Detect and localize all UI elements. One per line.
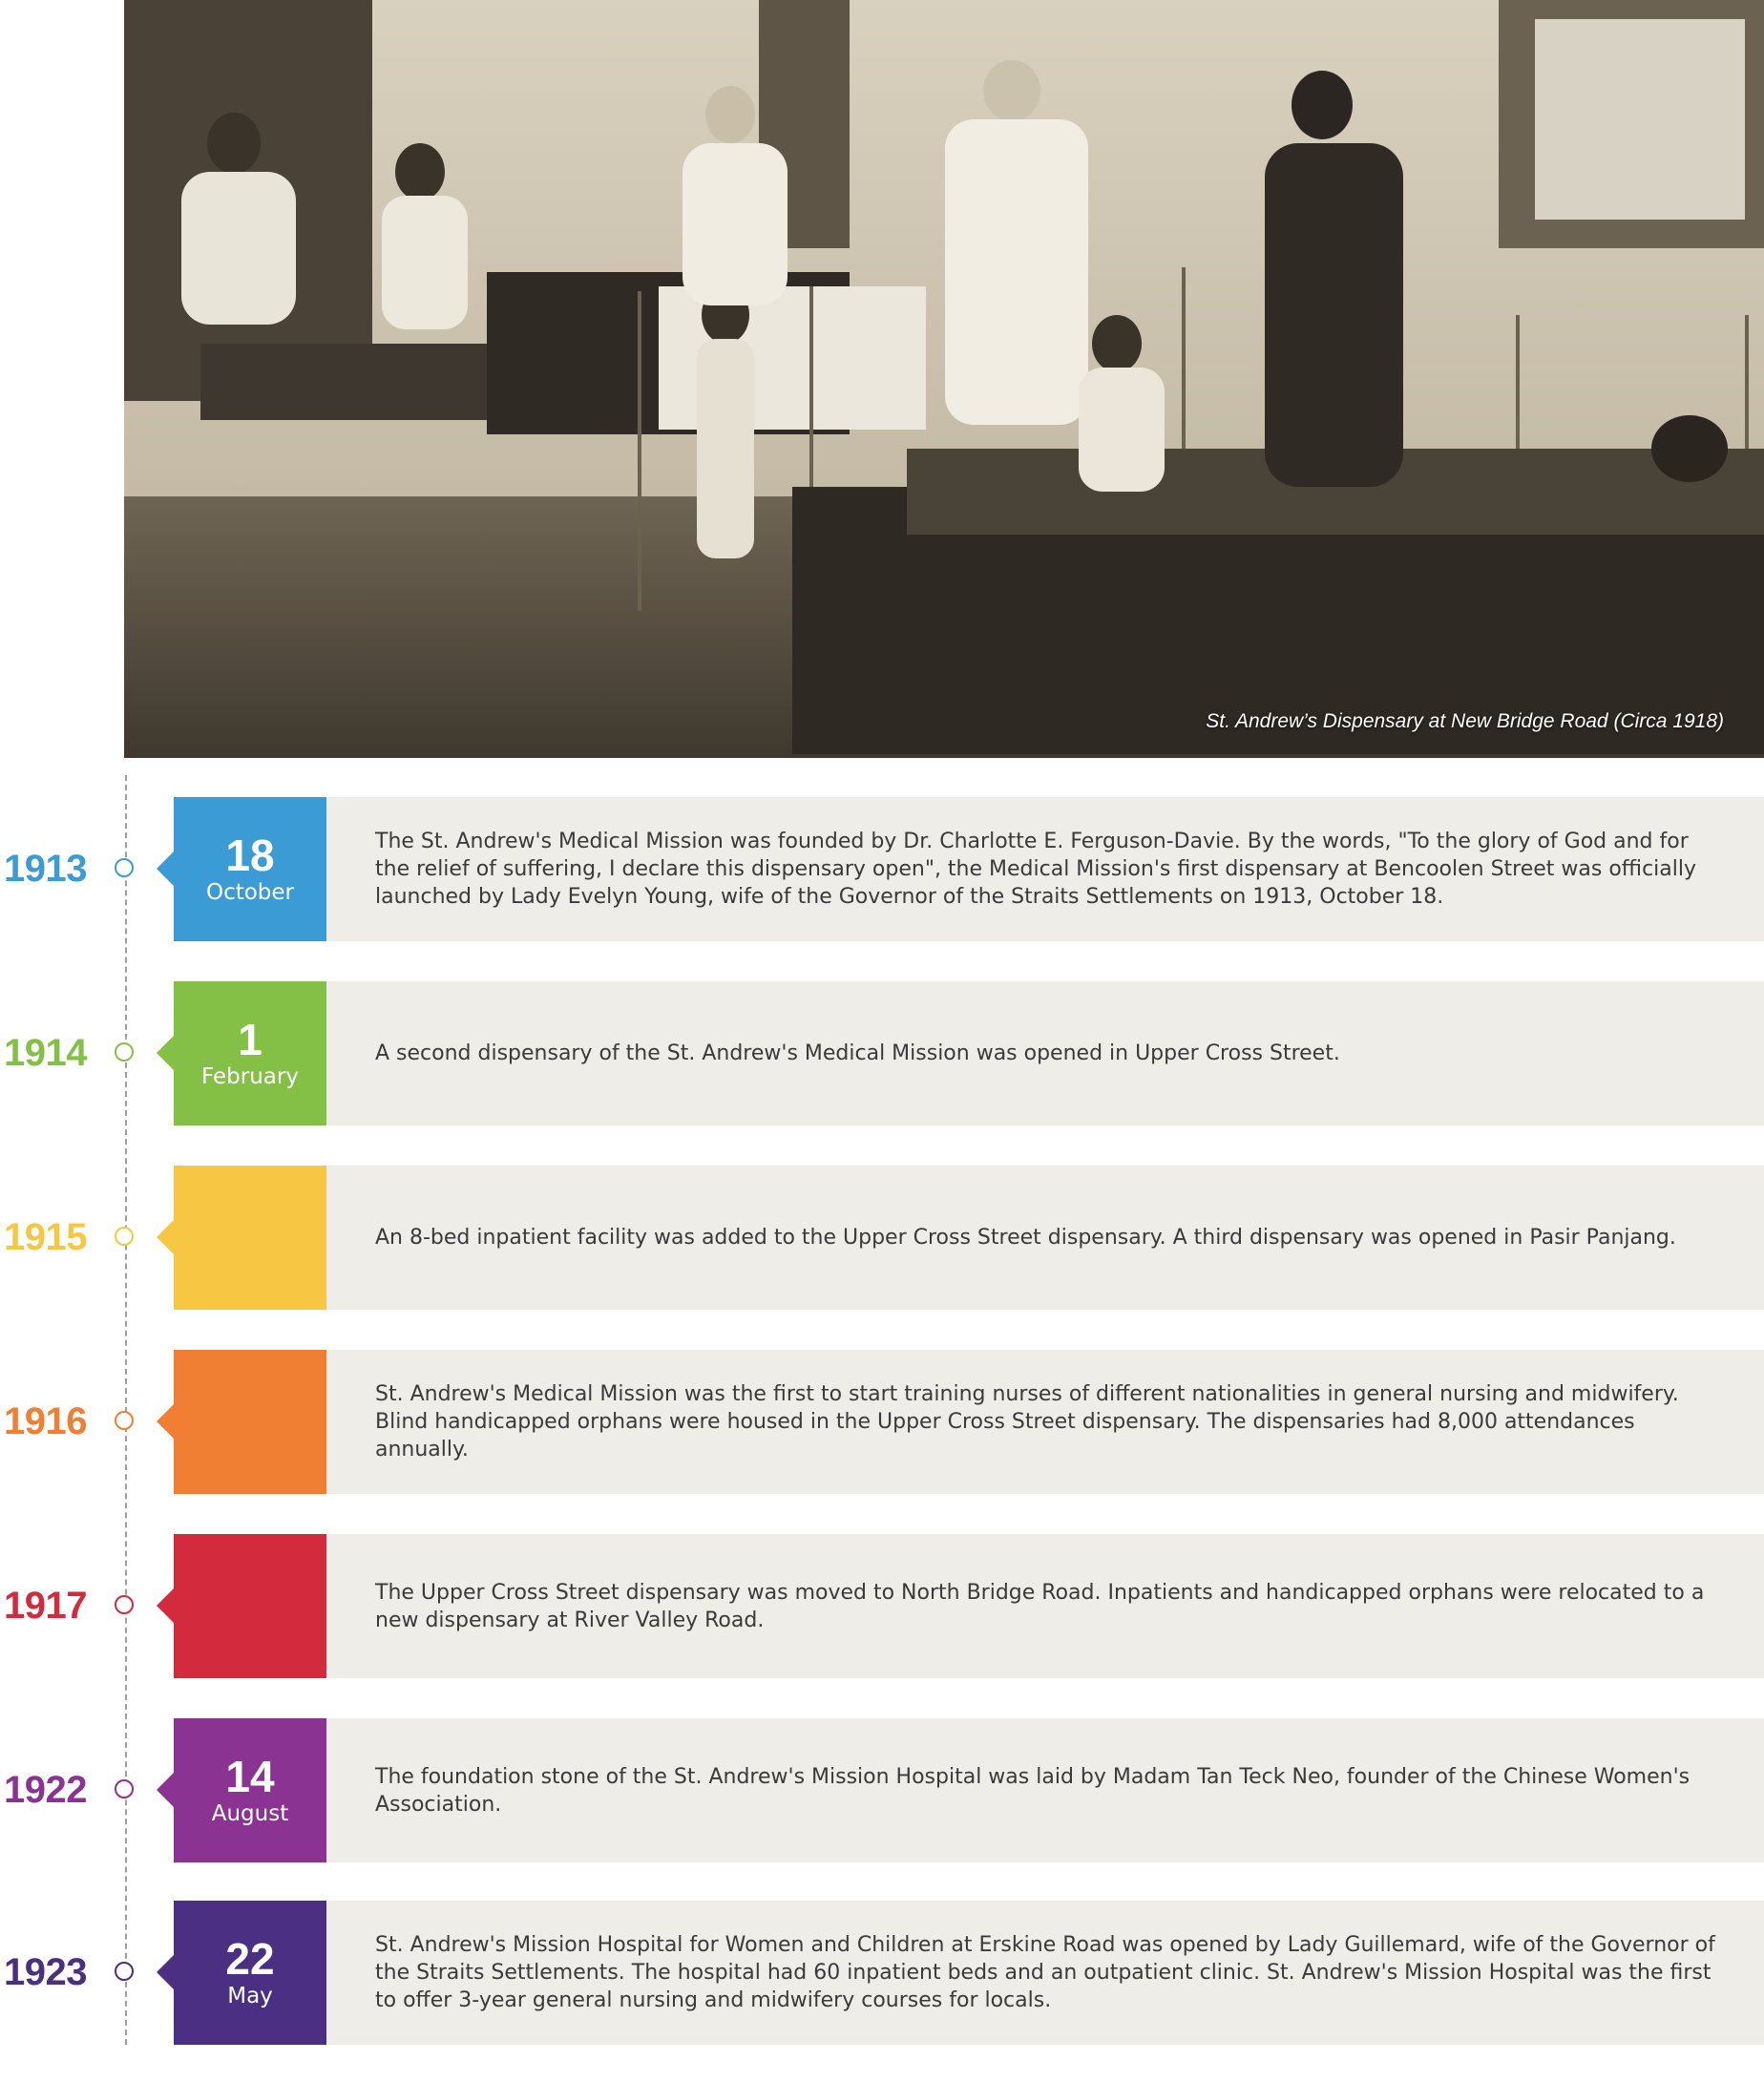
date-day: 22 xyxy=(225,1933,275,1984)
timeline-entry xyxy=(0,1350,1764,1494)
date-box xyxy=(174,797,326,941)
timeline-entry xyxy=(0,1534,1764,1678)
description-box xyxy=(326,1350,1764,1494)
timeline-year: 1913 xyxy=(4,848,87,890)
event-description: A second dispensary of the St. Andrew's Medical Mission was opened in Upper Cross Street. xyxy=(375,1041,1340,1065)
event-description: St. Andrew's Mission Hospital for Women and Children at Erskine Road was opened by Lady Guillemard, wife of the Governor of the Straits Settlements. The hospital had 60 inpatient beds and an outpatient clinic. St. Andrew's Mission Hospital was the first to offer 3-year general nursing and midwifery courses for locals. xyxy=(375,1933,1715,2012)
date-month: May xyxy=(227,1983,273,2008)
timeline-year: 1915 xyxy=(4,1216,87,1258)
timeline-dot xyxy=(115,858,134,877)
timeline-dot xyxy=(115,1779,134,1798)
timeline-dot xyxy=(115,1962,134,1981)
date-day: 1 xyxy=(238,1014,262,1064)
timeline-entry xyxy=(0,1901,1764,2045)
timeline-dot xyxy=(115,1595,134,1614)
timeline-entry xyxy=(0,1166,1764,1310)
photo-caption: St. Andrew’s Dispensary at New Bridge Road (Circa 1918) xyxy=(1206,710,1724,732)
event-description: The Upper Cross Street dispensary was moved to North Bridge Road. Inpatients and handicapped orphans were relocated to a new dispensary at River Valley Road. xyxy=(375,1580,1705,1632)
description-box xyxy=(326,981,1764,1125)
timeline-dot xyxy=(115,1227,134,1246)
timeline-dot xyxy=(115,1042,134,1062)
description-box xyxy=(326,797,1764,941)
timeline-dot xyxy=(115,1411,134,1430)
historical-photo xyxy=(124,0,1764,758)
timeline-entry xyxy=(0,981,1764,1125)
date-box xyxy=(174,1901,326,2045)
date-box xyxy=(174,981,326,1125)
timeline-entry xyxy=(0,1718,1764,1862)
event-description: St. Andrew's Medical Mission was the first to start training nurses of different nationalities in general nursing and midwifery. Blind handicapped orphans were housed in the Upper Cross Street dispensary. The dispensaries had 8,000 attendances annually. xyxy=(375,1382,1679,1462)
timeline-year: 1914 xyxy=(4,1032,87,1074)
description-box xyxy=(326,1901,1764,2045)
timeline-year: 1922 xyxy=(4,1769,87,1811)
date-day: 18 xyxy=(225,830,275,880)
timeline-entry xyxy=(0,797,1764,941)
date-month: October xyxy=(205,879,295,905)
date-box xyxy=(174,1718,326,1862)
photo-illustration xyxy=(124,0,1764,758)
event-description: The St. Andrew's Medical Mission was founded by Dr. Charlotte E. Ferguson-Davie. By the words, "To the glory of God and for the relief of suffering, I declare this dispensary open", the Medical Mission's first dispensary at Bencoolen Street was officially launched by Lady Evelyn Young, wife of the Governor of the Straits Settlements on 1913, October 18. xyxy=(375,830,1697,909)
event-description: The foundation stone of the St. Andrew's Mission Hospital was laid by Madam Tan Teck Neo, founder of the Chinese Women's Association. xyxy=(375,1764,1690,1817)
date-box xyxy=(174,1166,326,1310)
date-day: 14 xyxy=(225,1751,275,1801)
description-box xyxy=(326,1166,1764,1310)
timeline-year: 1923 xyxy=(4,1951,87,1993)
timeline-year: 1916 xyxy=(4,1400,87,1442)
description-box xyxy=(326,1534,1764,1678)
description-box xyxy=(326,1718,1764,1862)
event-description: An 8-bed inpatient facility was added to the Upper Cross Street dispensary. A third dispensary was opened in Pasir Panjang. xyxy=(375,1226,1676,1250)
date-month: August xyxy=(211,1800,289,1826)
date-box xyxy=(174,1534,326,1678)
date-month: February xyxy=(201,1063,299,1089)
timeline-year: 1917 xyxy=(4,1585,87,1627)
date-box xyxy=(174,1350,326,1494)
